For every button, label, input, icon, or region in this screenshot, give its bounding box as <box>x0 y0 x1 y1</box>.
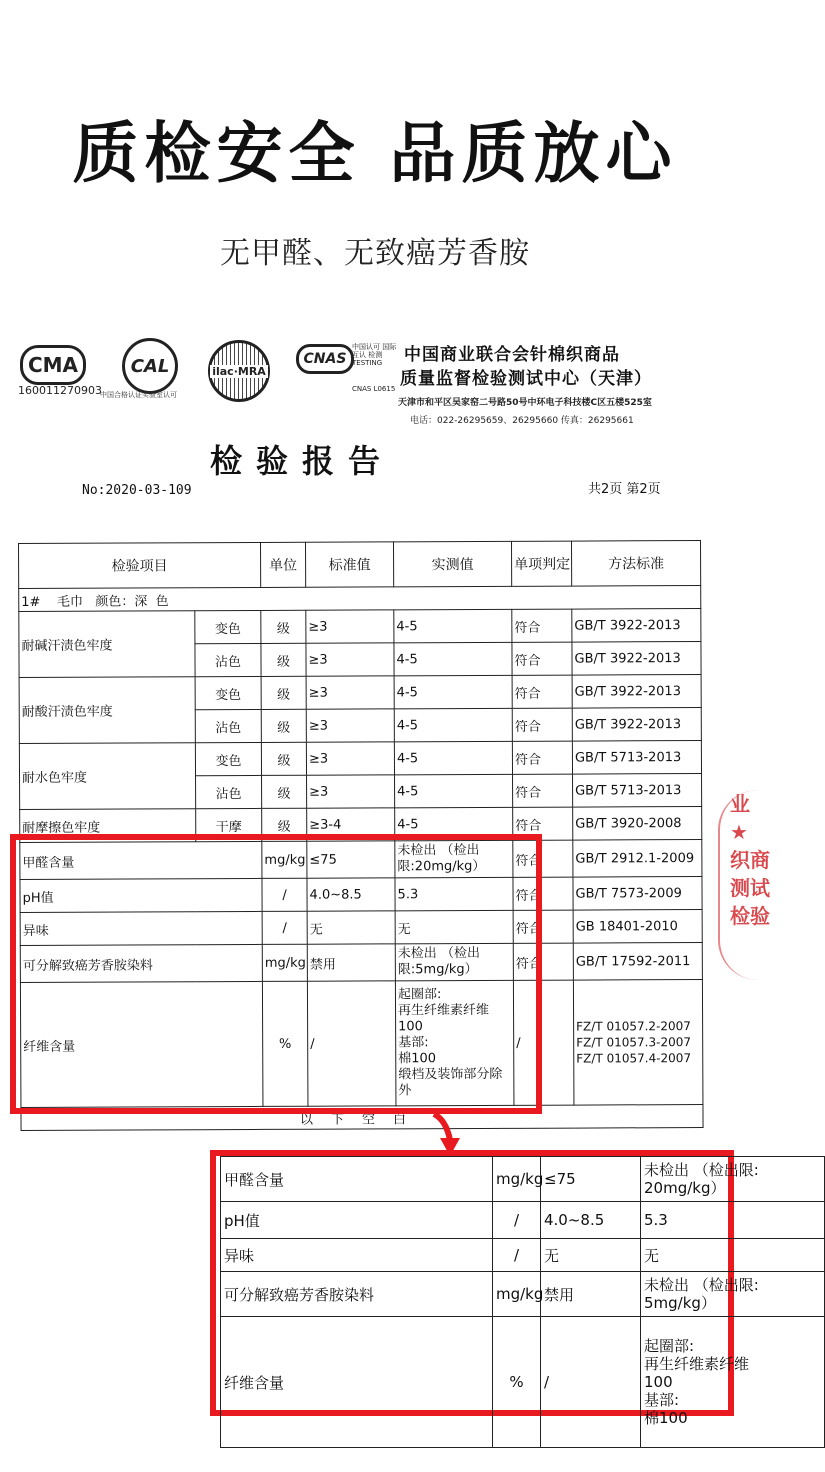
cal-caption: 中国合格认证实验室认可 <box>100 391 177 399</box>
standard: 禁用 <box>307 944 395 981</box>
zoom-item: 异味 <box>221 1239 493 1272</box>
table-row <box>19 675 701 711</box>
blank-below-note: 以下空白 <box>21 1105 703 1131</box>
zoom-measured: 无 <box>641 1239 825 1272</box>
unit: mg/kg <box>262 944 307 981</box>
subline: 无甲醛、无致癌芳香胺 <box>220 236 530 271</box>
method: GB/T 3922-2013 <box>572 675 701 709</box>
cal-logo: CAL <box>122 338 178 394</box>
unit: / <box>262 911 307 944</box>
unit: / <box>262 878 307 911</box>
cma-logo: CMA <box>20 345 86 385</box>
standard: 4.0~8.5 <box>307 878 395 911</box>
item-name: pH值 <box>20 878 262 912</box>
zoom-unit: / <box>493 1239 541 1272</box>
header-item: 检验项目 <box>19 542 261 588</box>
measured: 未检出 （检出限:5mg/kg） <box>395 943 513 981</box>
sub-item: 变色 <box>195 610 261 643</box>
cnas-logo: CNAS <box>296 344 354 374</box>
zoom-standard: 无 <box>541 1239 641 1272</box>
sample-row <box>19 586 701 612</box>
item-name: 异味 <box>20 911 262 945</box>
method: GB/T 3922-2013 <box>572 609 701 643</box>
standard: / <box>307 981 396 1106</box>
org-name-line1: 中国商业联合会针棉织商品 <box>404 345 620 365</box>
item-name: 可分解致癌芳香胺染料 <box>20 944 262 982</box>
zoom-unit: mg/kg <box>493 1157 541 1202</box>
method: GB/T 3922-2013 <box>572 642 701 676</box>
method: FZ/T 01057.2-2007 FZ/T 01057.3-2007 FZ/T 01057.4-2007 <box>573 980 703 1106</box>
unit: 级 <box>261 709 306 742</box>
zoom-item: 甲醛含量 <box>221 1157 493 1202</box>
headline: 质检安全 品质放心 <box>72 115 678 192</box>
highlight-box <box>10 834 542 1114</box>
sub-item: 沾色 <box>196 775 262 808</box>
verdict: 符合 <box>512 741 572 774</box>
measured: 4-5 <box>394 609 512 643</box>
header-verdict: 单项判定 <box>511 541 571 586</box>
header-method: 方法标准 <box>571 541 700 587</box>
standard: ≥3 <box>306 676 394 709</box>
unit: 级 <box>262 775 307 808</box>
method: GB/T 17592-2011 <box>573 943 702 981</box>
measured: 4-5 <box>394 708 512 742</box>
zoom-row <box>221 1239 825 1272</box>
zoom-row <box>221 1272 825 1317</box>
standard: ≥3 <box>306 709 394 742</box>
zoom-table <box>220 1156 825 1448</box>
zoom-item: 可分解致癌芳香胺染料 <box>221 1272 493 1317</box>
verdict: 符合 <box>512 675 572 708</box>
unit: % <box>262 981 308 1106</box>
verdict: 符合 <box>513 840 573 877</box>
zoom-panel <box>210 1150 759 1427</box>
zoom-standard: 禁用 <box>541 1272 641 1317</box>
item-name: 耐摩擦色牢度 <box>20 809 196 843</box>
org-address: 天津市和平区吴家窑二号路50号中环电子科技楼C区五楼525室 <box>398 398 652 408</box>
standard: ≥3 <box>307 775 395 808</box>
item-name: 耐水色牢度 <box>19 743 195 810</box>
zoom-row <box>221 1157 825 1202</box>
zoom-row <box>221 1317 825 1448</box>
unit: 级 <box>261 643 306 676</box>
cma-number: 160011270903 <box>18 384 102 397</box>
unit: 级 <box>262 808 307 841</box>
report-number: No:2020-03-109 <box>82 483 192 498</box>
item-name: 耐酸汗渍色牢度 <box>19 677 195 744</box>
zoom-unit: % <box>493 1317 541 1448</box>
verdict: / <box>513 980 574 1105</box>
zoom-item: 纤维含量 <box>221 1317 493 1448</box>
verdict: 符合 <box>512 708 572 741</box>
header-standard: 标准值 <box>305 542 393 587</box>
unit: 级 <box>261 610 306 643</box>
method: GB/T 3920-2008 <box>573 807 702 841</box>
sub-item: 干摩 <box>196 808 262 841</box>
verdict: 符合 <box>513 943 573 980</box>
zoom-measured: 起圈部: 再生纤维素纤维 100 基部: 棉100 <box>641 1317 825 1448</box>
zoom-measured: 未检出 （检出限: 5mg/kg） <box>641 1272 825 1317</box>
zoom-unit: mg/kg <box>493 1272 541 1317</box>
cnas-code: CNAS L0615 <box>352 385 396 393</box>
verdict: 符合 <box>513 774 573 807</box>
method: GB/T 5713-2013 <box>572 741 701 775</box>
unit: 级 <box>261 742 306 775</box>
sub-item: 变色 <box>195 676 261 709</box>
sub-item: 变色 <box>195 742 261 775</box>
verdict: 符合 <box>513 877 573 910</box>
header-unit: 单位 <box>260 542 305 587</box>
org-phone: 电话：022-26295659、26295660 传真：26295661 <box>410 416 634 426</box>
measured: 4-5 <box>395 807 513 841</box>
zoom-standard: ≤75 <box>541 1157 641 1202</box>
method: GB/T 5713-2013 <box>573 774 702 808</box>
verdict: 符合 <box>512 609 572 642</box>
standard: ≤75 <box>307 841 395 878</box>
zoom-standard: 4.0~8.5 <box>541 1202 641 1239</box>
zoom-measured: 5.3 <box>641 1202 825 1239</box>
standard: ≥3 <box>306 610 394 643</box>
report-title: 检验报告 <box>210 442 395 480</box>
measured: 无 <box>395 910 513 944</box>
header-measured: 实测值 <box>393 541 511 587</box>
org-name-line2: 质量监督检验测试中心（天津） <box>400 369 652 389</box>
page-indicator: 共2页 第2页 <box>588 482 661 497</box>
verdict: 符合 <box>512 642 572 675</box>
method: GB/T 7573-2009 <box>573 877 702 911</box>
verdict: 符合 <box>513 910 573 943</box>
method: GB/T 3922-2013 <box>572 708 701 742</box>
zoom-unit: / <box>493 1202 541 1239</box>
sample-info: 1# 毛巾 颜色：深 色 <box>19 586 701 612</box>
zoom-row <box>221 1202 825 1239</box>
table-row <box>19 741 701 777</box>
unit: 级 <box>261 676 306 709</box>
measured: 4-5 <box>394 741 512 775</box>
red-seal-stamp: 业 ★ 织商 测试 检验 <box>718 790 820 980</box>
standard: 无 <box>307 911 395 944</box>
measured: 起圈部: 再生纤维素纤维 100 基部: 棉100 缎档及装饰部分除外 <box>395 980 514 1106</box>
ilac-mra-label: ilac·MRA <box>212 364 266 378</box>
cnas-caption: 中国认可 国际互认 检测 TESTING <box>352 343 397 367</box>
table-row <box>19 609 701 645</box>
sub-item: 沾色 <box>195 709 261 742</box>
measured: 4-5 <box>395 774 513 808</box>
item-name: 甲醛含量 <box>20 841 262 879</box>
standard: ≥3-4 <box>307 808 395 841</box>
ilac-mra-logo <box>208 340 270 402</box>
zoom-measured: 未检出 （检出限: 20mg/kg） <box>641 1157 825 1202</box>
method: GB/T 2912.1-2009 <box>573 840 702 878</box>
zoom-standard: / <box>541 1317 641 1448</box>
measured: 4-5 <box>394 675 512 709</box>
measured: 未检出 （检出限:20mg/kg） <box>395 840 513 878</box>
sub-item: 沾色 <box>195 643 261 676</box>
table-header-row <box>19 541 701 589</box>
standard: ≥3 <box>306 742 394 775</box>
measured: 4-5 <box>394 642 512 676</box>
measured: 5.3 <box>395 877 513 911</box>
standard: ≥3 <box>306 643 394 676</box>
verdict: 符合 <box>513 807 573 840</box>
method: GB 18401-2010 <box>573 910 702 944</box>
item-name: 纤维含量 <box>20 981 263 1107</box>
item-name: 耐碱汗渍色牢度 <box>19 611 195 678</box>
zoom-item: pH值 <box>221 1202 493 1239</box>
unit: mg/kg <box>262 841 307 878</box>
